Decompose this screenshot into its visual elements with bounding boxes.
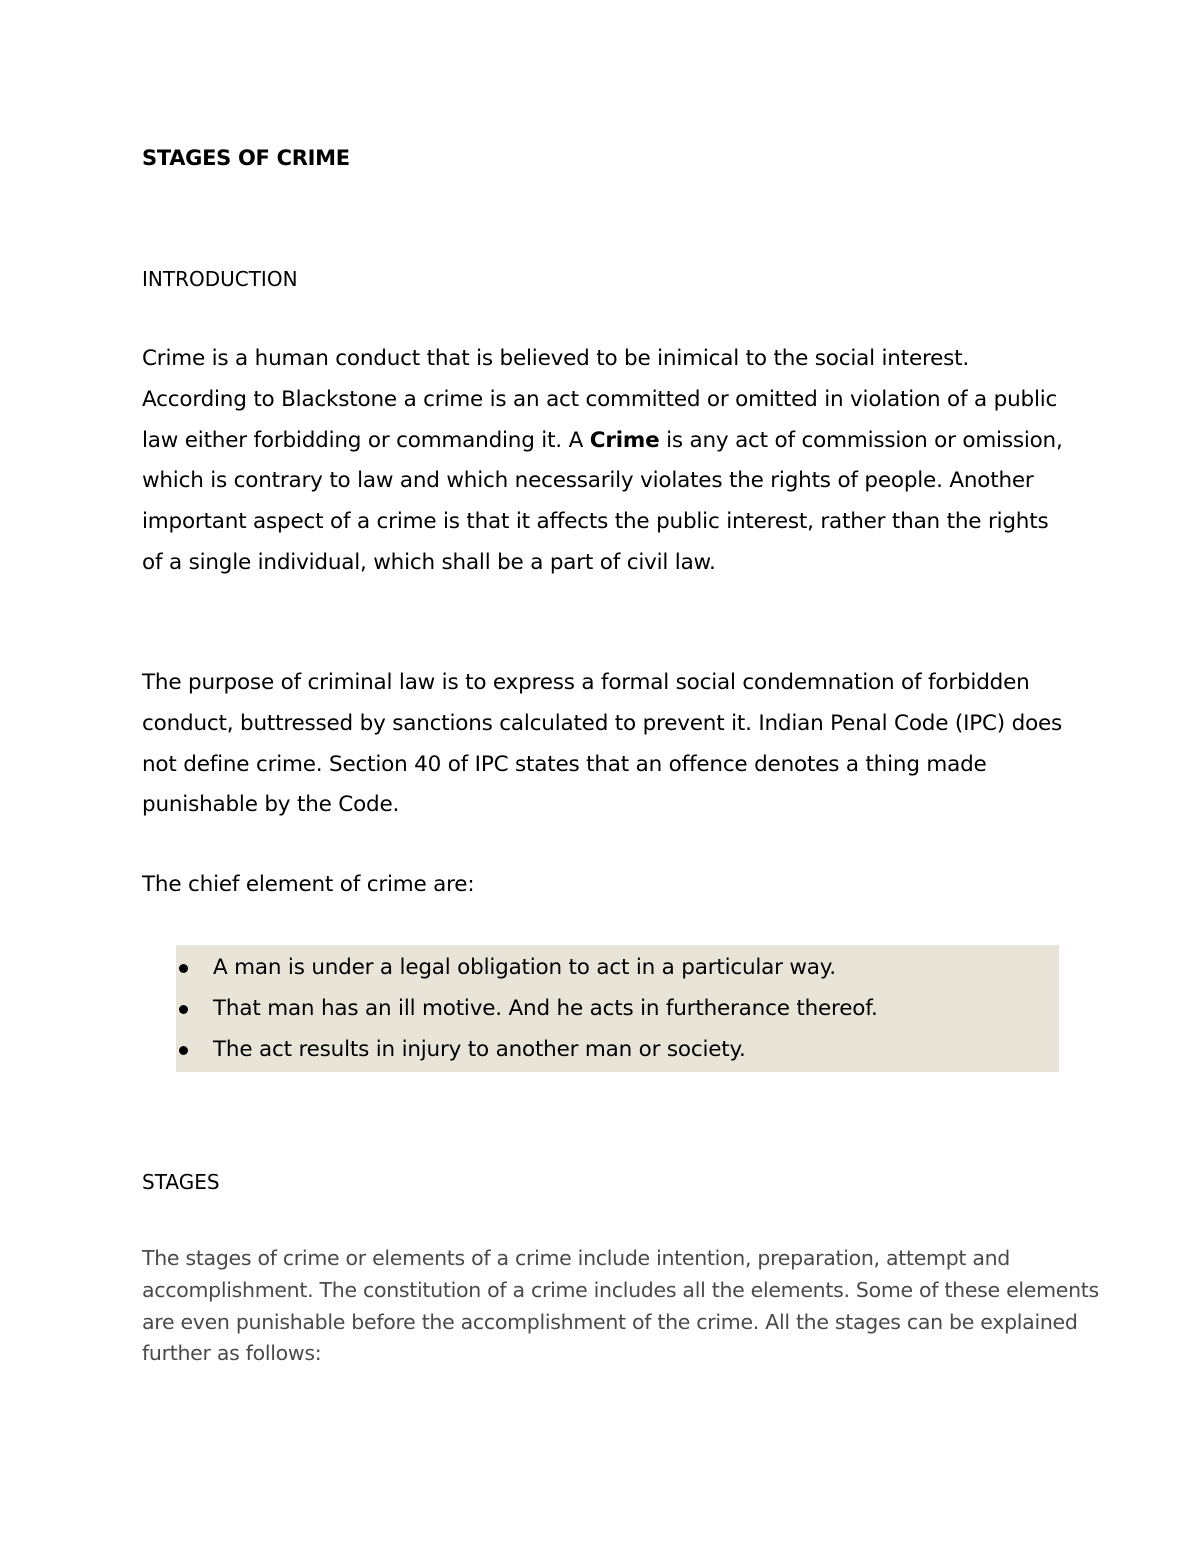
chief-elements-list: [176, 945, 1059, 1072]
stages-heading: STAGES: [142, 1170, 220, 1194]
list-item: [176, 1030, 1059, 1071]
bullet-icon: [179, 1046, 188, 1055]
bullet-icon: [179, 964, 188, 973]
list-item-text: A man is under a legal obligation to act in a particular way.: [213, 955, 836, 980]
introduction-paragraph-1: [142, 339, 1072, 584]
list-item-text: The act results in injury to another man or society.: [213, 1036, 746, 1062]
introduction-paragraph-2: The purpose of criminal law is to express a formal social condemnation of forbidden conduct, buttressed by sanctions calculated to prevent it. Indian Penal Code (IPC) does not define crime. Section 40 of IPC states that an offence denotes a thing made punishable by the Code.: [142, 670, 1063, 818]
bullet-icon: [179, 1005, 188, 1014]
crime-bold-term: Crime: [589, 427, 660, 453]
list-item: [176, 989, 1059, 1030]
introduction-heading: INTRODUCTION: [142, 267, 298, 291]
list-item-text: That man has an ill motive. And he acts in furtherance thereof.: [213, 995, 878, 1021]
paragraph-1-text-end: is any act of commission or omission, which is contrary to law and which necessarily violates the rights of people. Another important aspect of a crime is that it affects the public interest, rather than the rights of a single individual, which shall be a part of civil law.: [142, 427, 1063, 575]
list-item: [176, 948, 1059, 989]
document-title: STAGES OF CRIME: [142, 146, 350, 170]
stages-paragraph: The stages of crime or elements of a crime include intention, preparation, attempt and accomplishment. The constitution of a crime includes all the elements. Some of these elements are even punishable before the accomplishment of the crime. All the stages can be explained further as follows:: [142, 1246, 1099, 1366]
paragraph-1-text-start: Crime is a human conduct that is believed to be inimical to the social interest. According to Blackstone a crime is an act committed or omitted in violation of a public law either forbidding or commanding it. A: [142, 346, 1058, 453]
chief-elements-intro: The chief element of crime are:: [142, 872, 475, 897]
